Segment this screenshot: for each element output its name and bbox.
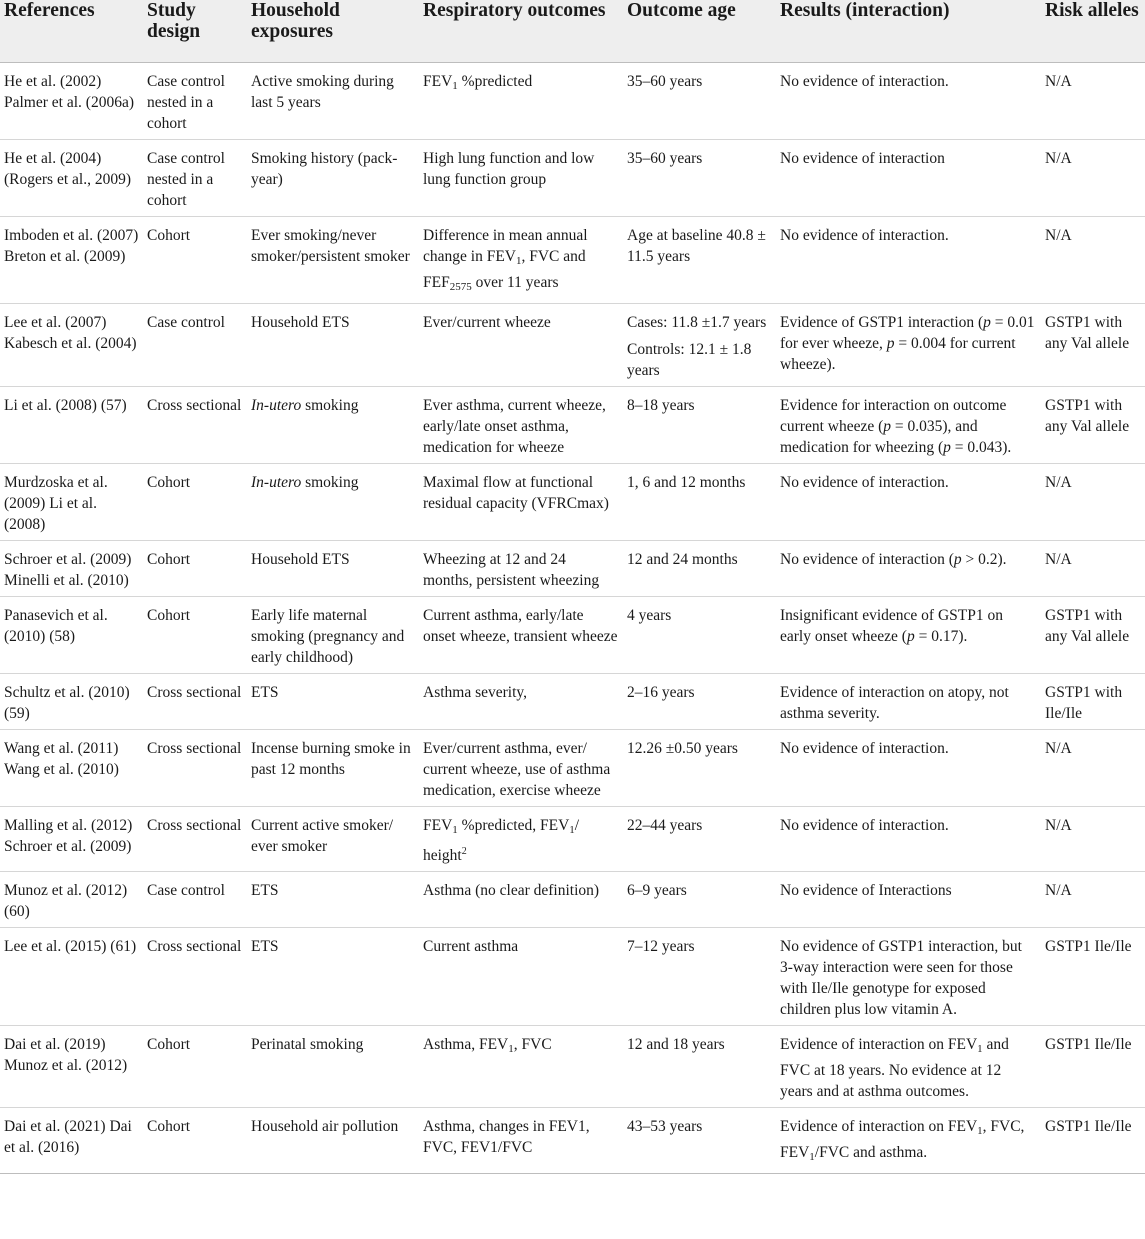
cell-references: Lee et al. (2015) (61) — [0, 927, 143, 1025]
header-risk-alleles: Risk alleles — [1041, 0, 1145, 62]
p-symbol: p — [953, 550, 962, 568]
cell-exposures: Ever smoking/never smoker/persistent smoker — [247, 216, 419, 303]
cell-risk-alleles: GSTP1 Ile/Ile — [1041, 927, 1145, 1025]
subscript: 1 — [809, 1150, 815, 1163]
cell-age: 35–60 years — [623, 139, 776, 216]
cell-references: Munoz et al. (2012) (60) — [0, 871, 143, 927]
cell-risk-alleles: GSTP1 with any Val allele — [1041, 596, 1145, 673]
cell-study-design: Cohort — [143, 216, 247, 303]
cell-exposures: ETS — [247, 673, 419, 729]
cell-study-design: Case control nested in a cohort — [143, 139, 247, 216]
cell-references: Li et al. (2008) (57) — [0, 386, 143, 463]
table-row — [0, 673, 1145, 729]
text: Evidence of interaction on FEV — [780, 1117, 978, 1135]
cell-exposures: ETS — [247, 871, 419, 927]
cell-results — [776, 1025, 1041, 1107]
cell-age: 35–60 years — [623, 62, 776, 139]
cell-risk-alleles: GSTP1 with any Val allele — [1041, 386, 1145, 463]
cell-study-design: Cohort — [143, 1107, 247, 1173]
subscript: 2575 — [449, 280, 472, 293]
cell-risk-alleles: N/A — [1041, 216, 1145, 303]
cell-study-design: Cohort — [143, 540, 247, 596]
header-row — [0, 0, 1145, 62]
subscript: 1 — [515, 254, 522, 267]
cell-study-design: Case control nested in a cohort — [143, 62, 247, 139]
text: Evidence for interaction on outcome current wheeze ( — [780, 396, 1007, 435]
cell-risk-alleles: GSTP1 with any Val allele — [1041, 303, 1145, 386]
table-row — [0, 216, 1145, 303]
cell-study-design: Cross sectional — [143, 673, 247, 729]
cell-results: No evidence of interaction. — [776, 729, 1041, 806]
cell-exposures: Household air pollution — [247, 1107, 419, 1173]
cell-results: No evidence of interaction. — [776, 463, 1041, 540]
p-symbol: p — [883, 417, 892, 435]
table-row — [0, 729, 1145, 806]
cell-risk-alleles: N/A — [1041, 729, 1145, 806]
cell-results: No evidence of GSTP1 interaction, but 3-way interaction were seen for those with Ile/Ile genotype for exposed children plus low vitamin A. — [776, 927, 1041, 1025]
age-controls: Controls: 12.1 ± 1.8 years — [627, 340, 752, 379]
cell-age: 2–16 years — [623, 673, 776, 729]
cell-references: He et al. (2004) (Rogers et al., 2009) — [0, 139, 143, 216]
cell-outcomes — [419, 216, 623, 303]
cell-results: No evidence of interaction — [776, 139, 1041, 216]
cell-outcomes: Asthma, changes in FEV1, FVC, FEV1/FVC — [419, 1107, 623, 1173]
cell-study-design: Case control — [143, 871, 247, 927]
text: %predicted, FEV — [457, 816, 570, 834]
cell-risk-alleles: N/A — [1041, 871, 1145, 927]
cell-age: Age at baseline 40.8 ± 11.5 years — [623, 216, 776, 303]
cell-age: 22–44 years — [623, 806, 776, 871]
superscript: 2 — [461, 845, 467, 857]
header-household-exposures: Household exposures — [247, 0, 419, 62]
cell-references: Panasevich et al. (2010) (58) — [0, 596, 143, 673]
cell-study-design: Cohort — [143, 463, 247, 540]
cell-age: 8–18 years — [623, 386, 776, 463]
cell-risk-alleles: N/A — [1041, 540, 1145, 596]
text: Evidence of interaction on FEV — [780, 1035, 978, 1053]
cell-exposures: ETS — [247, 927, 419, 1025]
cell-study-design: Cross sectional — [143, 729, 247, 806]
cell-references: He et al. (2002) Palmer et al. (2006a) — [0, 62, 143, 139]
p-symbol: p — [906, 627, 915, 645]
italic-text: In-utero — [251, 473, 302, 491]
cell-results: No evidence of interaction. — [776, 62, 1041, 139]
cell-age: 1, 6 and 12 months — [623, 463, 776, 540]
cell-outcomes: Maximal flow at functional residual capacity (VFRCmax) — [419, 463, 623, 540]
subscript: 1 — [569, 823, 575, 836]
cell-references: Wang et al. (2011) Wang et al. (2010) — [0, 729, 143, 806]
text: FEV — [423, 72, 453, 90]
italic-text: In-utero — [251, 396, 302, 414]
text: Evidence of GSTP1 interaction ( — [780, 313, 984, 331]
header-respiratory-outcomes: Respiratory outcomes — [419, 0, 623, 62]
table-row — [0, 1025, 1145, 1107]
cell-study-design: Case control — [143, 303, 247, 386]
table-row — [0, 806, 1145, 871]
text: FEV — [423, 816, 453, 834]
subscript: 1 — [977, 1042, 983, 1055]
cell-risk-alleles: N/A — [1041, 139, 1145, 216]
text: = 0.17). — [914, 627, 968, 645]
cell-exposures: Perinatal smoking — [247, 1025, 419, 1107]
text: %predicted — [457, 72, 533, 90]
cell-outcomes: Asthma severity, — [419, 673, 623, 729]
text: = 0.004 for current wheeze). — [780, 334, 1016, 373]
text: / height — [423, 816, 580, 864]
table-row — [0, 540, 1145, 596]
text: = 0.043). — [950, 438, 1012, 456]
cell-results: Evidence of interaction on atopy, not asthma severity. — [776, 673, 1041, 729]
subscript: 1 — [977, 1124, 983, 1137]
cell-risk-alleles: N/A — [1041, 62, 1145, 139]
text: Insignificant evidence of GSTP1 on early onset wheeze ( — [780, 606, 1003, 645]
cell-outcomes — [419, 806, 623, 871]
header-results: Results (interaction) — [776, 0, 1041, 62]
cell-risk-alleles: N/A — [1041, 463, 1145, 540]
cell-age: 12 and 24 months — [623, 540, 776, 596]
table-row — [0, 386, 1145, 463]
text: and FVC at 18 years. No evidence at 12 years and at asthma outcomes. — [780, 1035, 1009, 1100]
text: /FVC and asthma. — [814, 1143, 928, 1161]
text: , FVC and FEF — [423, 247, 586, 291]
cell-results — [776, 596, 1041, 673]
cell-age: 12.26 ±0.50 years — [623, 729, 776, 806]
cell-results — [776, 1107, 1041, 1173]
header-study-design: Study design — [143, 0, 247, 62]
table-row — [0, 463, 1145, 540]
cell-results: No evidence of interaction. — [776, 216, 1041, 303]
cell-study-design: Cohort — [143, 1025, 247, 1107]
cell-exposures: Incense burning smoke in past 12 months — [247, 729, 419, 806]
table-row — [0, 596, 1145, 673]
table-row — [0, 139, 1145, 216]
cell-risk-alleles: GSTP1 Ile/Ile — [1041, 1107, 1145, 1173]
p-symbol: p — [886, 334, 895, 352]
cell-age: 6–9 years — [623, 871, 776, 927]
header-references: References — [0, 0, 143, 62]
cell-outcomes: Current asthma — [419, 927, 623, 1025]
text: over 11 years — [471, 273, 559, 291]
cell-exposures: Active smoking during last 5 years — [247, 62, 419, 139]
cell-age: 7–12 years — [623, 927, 776, 1025]
text: No evidence of interaction ( — [780, 550, 954, 568]
cell-references: Imboden et al. (2007) Breton et al. (2009) — [0, 216, 143, 303]
table-row — [0, 62, 1145, 139]
cell-references: Dai et al. (2021) Dai et al. (2016) — [0, 1107, 143, 1173]
cell-outcomes — [419, 1025, 623, 1107]
table-row — [0, 927, 1145, 1025]
cell-exposures: Early life maternal smoking (pregnancy and early childhood) — [247, 596, 419, 673]
cell-risk-alleles: GSTP1 Ile/Ile — [1041, 1025, 1145, 1107]
cell-age — [623, 303, 776, 386]
cell-results: No evidence of Interactions — [776, 871, 1041, 927]
table-row — [0, 1107, 1145, 1173]
text: > 0.2). — [961, 550, 1007, 568]
cell-exposures: Smoking history (pack-year) — [247, 139, 419, 216]
cell-exposures — [247, 386, 419, 463]
cell-exposures — [247, 463, 419, 540]
cell-outcomes: Ever/current wheeze — [419, 303, 623, 386]
cell-exposures: Household ETS — [247, 303, 419, 386]
table-row — [0, 303, 1145, 386]
cell-outcomes: Asthma (no clear definition) — [419, 871, 623, 927]
cell-references: Dai et al. (2019) Munoz et al. (2012) — [0, 1025, 143, 1107]
cell-outcomes: Wheezing at 12 and 24 months, persistent wheezing — [419, 540, 623, 596]
cell-references: Lee et al. (2007) Kabesch et al. (2004) — [0, 303, 143, 386]
cell-exposures: Current active smoker/ ever smoker — [247, 806, 419, 871]
cell-outcomes: Ever asthma, current wheeze, early/late onset asthma, medication for wheeze — [419, 386, 623, 463]
text: , FVC, FEV — [780, 1117, 1025, 1161]
cell-outcomes: Ever/current asthma, ever/ current wheeze, use of asthma medication, exercise wheeze — [419, 729, 623, 806]
subscript: 1 — [452, 79, 458, 92]
text: = 0.01 for ever wheeze, — [780, 313, 1035, 352]
cell-risk-alleles: N/A — [1041, 806, 1145, 871]
cell-outcomes — [419, 62, 623, 139]
cell-study-design: Cross sectional — [143, 806, 247, 871]
text: smoking — [301, 473, 359, 491]
cell-age: 12 and 18 years — [623, 1025, 776, 1107]
cell-references: Murdzoska et al. (2009) Li et al. (2008) — [0, 463, 143, 540]
cell-references: Schultz et al. (2010) (59) — [0, 673, 143, 729]
table-row — [0, 871, 1145, 927]
table-body — [0, 62, 1145, 1173]
cell-study-design: Cross sectional — [143, 927, 247, 1025]
subscript: 1 — [452, 823, 458, 836]
cell-results: No evidence of interaction. — [776, 806, 1041, 871]
p-symbol: p — [983, 313, 991, 331]
text: Asthma, FEV — [423, 1035, 509, 1053]
p-symbol: p — [943, 438, 951, 456]
cell-references: Schroer et al. (2009) Minelli et al. (2010) — [0, 540, 143, 596]
table-header — [0, 0, 1145, 62]
cell-references: Malling et al. (2012) Schroer et al. (2009) — [0, 806, 143, 871]
cell-study-design: Cross sectional — [143, 386, 247, 463]
header-outcome-age: Outcome age — [623, 0, 776, 62]
cell-results — [776, 540, 1041, 596]
cell-risk-alleles: GSTP1 with Ile/Ile — [1041, 673, 1145, 729]
text: Difference in mean annual change in FEV — [423, 226, 588, 265]
cell-results — [776, 386, 1041, 463]
cell-study-design: Cohort — [143, 596, 247, 673]
text: smoking — [301, 396, 359, 414]
age-cases: Cases: 11.8 ±1.7 years — [627, 313, 767, 331]
cell-age: 4 years — [623, 596, 776, 673]
cell-results — [776, 303, 1041, 386]
cell-outcomes: Current asthma, early/late onset wheeze, transient wheeze — [419, 596, 623, 673]
cell-outcomes: High lung function and low lung function group — [419, 139, 623, 216]
cell-exposures: Household ETS — [247, 540, 419, 596]
text: , FVC — [513, 1035, 552, 1053]
cell-age: 43–53 years — [623, 1107, 776, 1173]
subscript: 1 — [508, 1042, 514, 1055]
text: = 0.035), and medication for wheezing ( — [780, 417, 978, 456]
